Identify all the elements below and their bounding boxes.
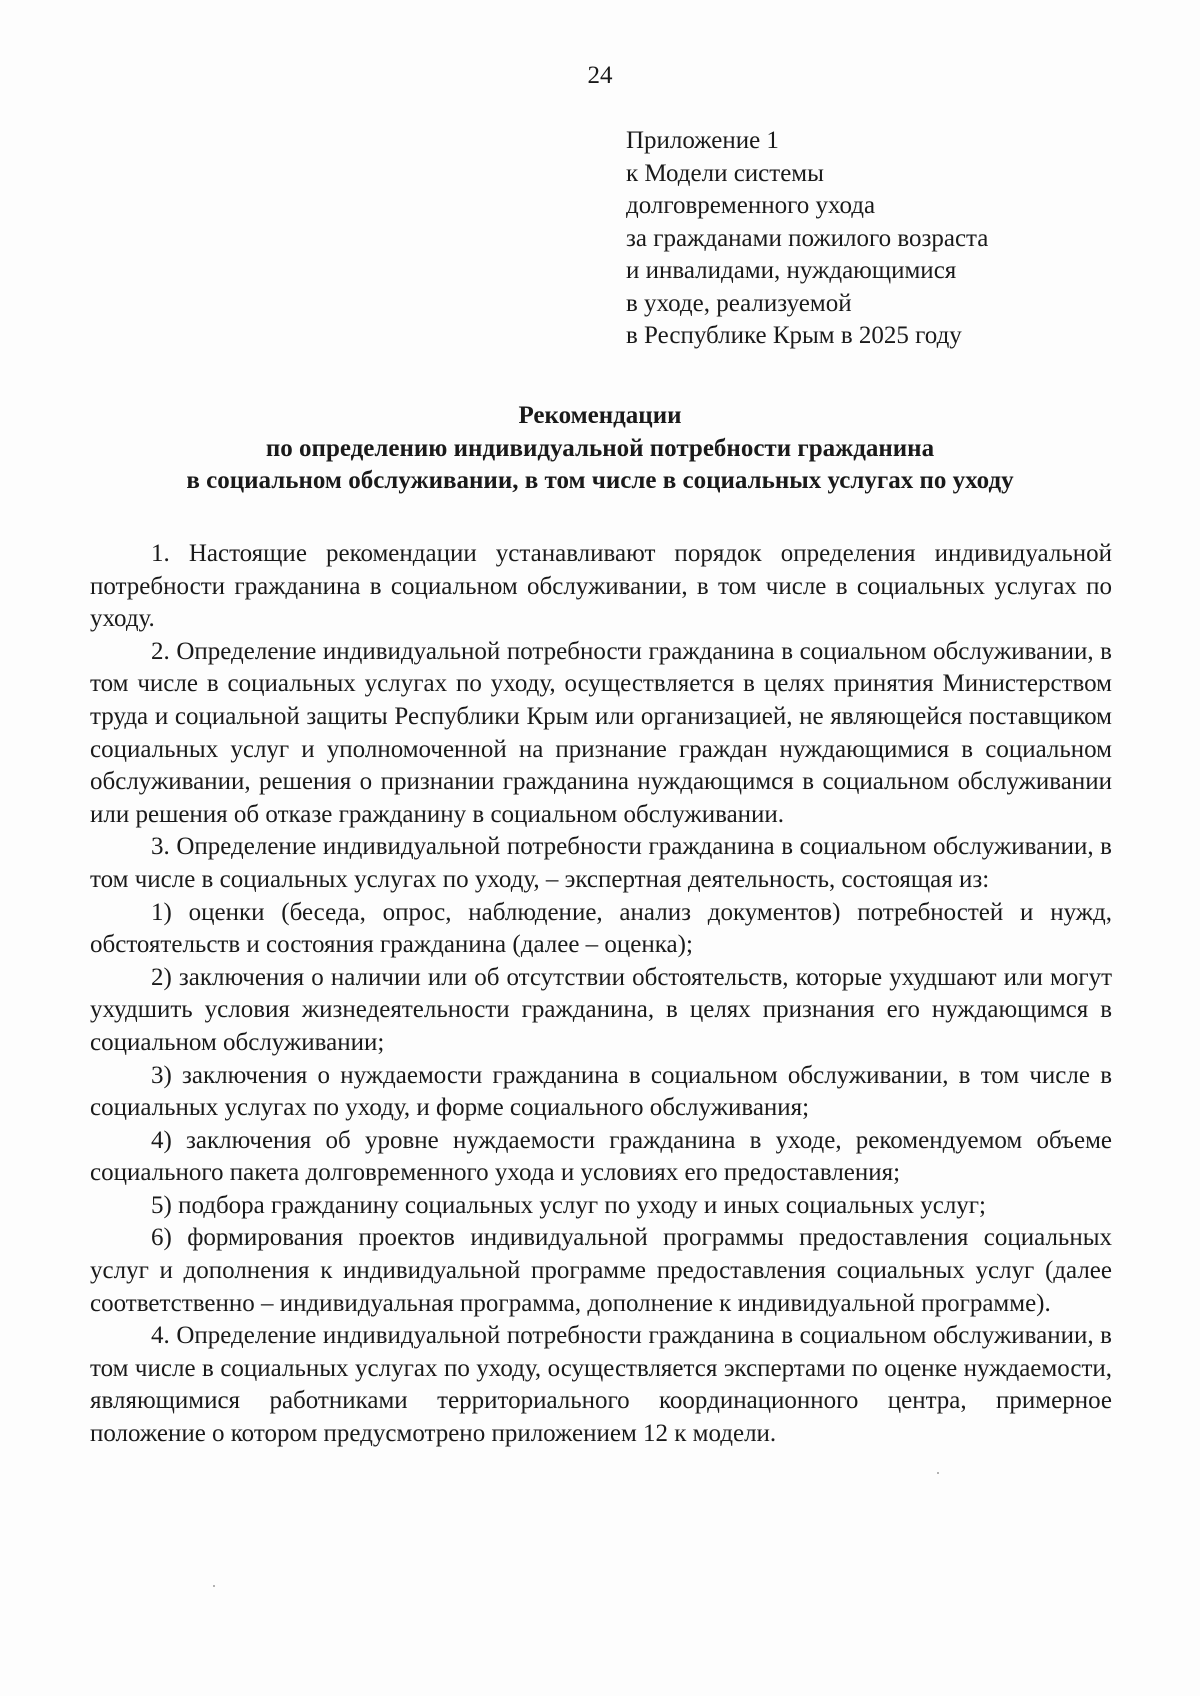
appendix-header <box>626 125 1146 353</box>
paragraph-1: 1. Настоящие рекомендации устанавливают порядок определения индивидуальной потребности гражданина в социальном обслуживании, в том числе в социальных услугах по уходу. <box>90 540 1112 633</box>
appendix-line: Приложение 1 <box>626 127 779 154</box>
list-item-5: 5) подбора гражданину социальных услуг по уходу и иных социальных услуг; <box>151 1191 986 1219</box>
list-item-4: 4) заключения об уровне нуждаемости гражданина в уходе, рекомендуемом объеме социального пакета долговременного ухода и условиях его предоставления; <box>90 1126 1112 1187</box>
list-item-1: 1) оценки (беседа, опрос, наблюдение, анализ документов) потребностей и нужд, обстоятельств и состояния гражданина (далее – оценка); <box>90 898 1112 959</box>
appendix-line: к Модели системы <box>626 159 824 187</box>
list-item-3: 3) заключения о нуждаемости гражданина в социальном обслуживании, в том числе в социальных услугах по уходу, и форме социального обслуживания; <box>90 1061 1112 1122</box>
appendix-line: в Республике Крым в 2025 году <box>626 322 962 349</box>
appendix-line: за гражданами пожилого возраста <box>626 224 989 252</box>
title-line: Рекомендации <box>518 402 682 429</box>
paragraph-4: 4. Определение индивидуальной потребности гражданина в социальном обслуживании, в том числе в социальных услугах по уходу, осуществляется экспертами по оценке нуждаемости, являющимися работниками территориального координационного центра, примерное положение о котором предусмотрено приложением 12 к модели. <box>90 1322 1112 1448</box>
appendix-line: долговременного ухода <box>626 192 876 219</box>
paragraph-3: 3. Определение индивидуальной потребности гражданина в социальном обслуживании, в том числе в социальных услугах по уходу, – экспертная деятельность, состоящая из: <box>90 833 1112 893</box>
appendix-line: в уходе, реализуемой <box>626 289 852 317</box>
list-item-2: 2) заключения о наличии или об отсутствии обстоятельств, которые ухудшают или могут ухудшить условия жизнедеятельности гражданина, в целях признания его нуждающимся в социальном обслуживании; <box>90 963 1112 1056</box>
scan-speck <box>213 1585 215 1587</box>
page-number: 24 <box>587 62 613 89</box>
list-item-6: 6) формирования проектов индивидуальной программы предоставления социальных услуг и дополнения к индивидуальной программе предоставления социальных услуг (далее соответственно – индивидуальная программа, дополнение к индивидуальной программе). <box>90 1224 1112 1317</box>
scan-speck <box>937 1472 939 1474</box>
title-line: в социальном обслуживании, в том числе в социальных услугах по уходу <box>186 467 1014 494</box>
title-line: по определению индивидуальной потребности гражданина <box>265 434 935 462</box>
paragraph-2: 2. Определение индивидуальной потребности гражданина в социальном обслуживании, в том числе в социальных услугах по уходу, осуществляется в целях принятия Министерством труда и социальной защиты Республики Крым или организацией, не являющейся поставщиком социальных услуг и уполномоченной на признание граждан нуждающимися в социальном обслуживании, решения о признании гражданина нуждающимся в социальном обслуживании или решения об отказе гражданину в социальном обслуживании. <box>90 637 1112 828</box>
appendix-line: и инвалидами, нуждающимися <box>626 257 957 284</box>
document-title <box>80 400 1120 498</box>
document-body <box>90 538 1112 1451</box>
